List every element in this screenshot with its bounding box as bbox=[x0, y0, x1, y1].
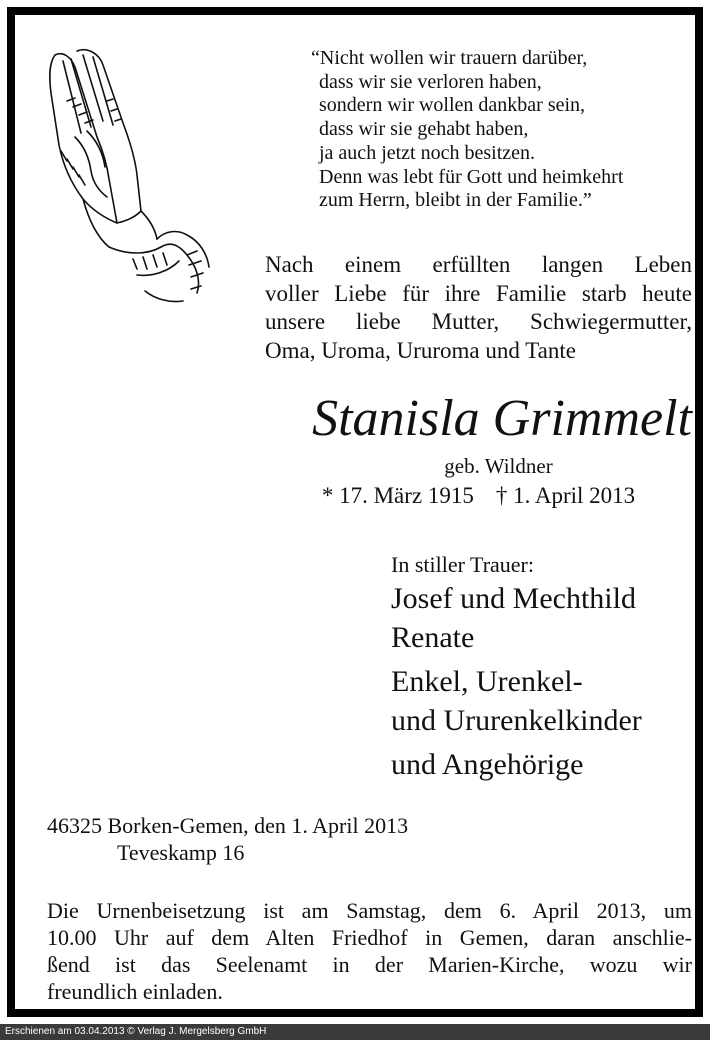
birth-name: geb. Wildner bbox=[444, 454, 553, 478]
poem-line: dass wir sie gehabt haben, bbox=[319, 118, 529, 141]
poem-line: “Nicht wollen wir trauern darüber, bbox=[311, 47, 588, 69]
notice-line: freundlich einladen. bbox=[47, 979, 223, 1004]
intro-text bbox=[265, 251, 692, 365]
obituary-frame bbox=[7, 7, 703, 1017]
death-date: † 1. April 2013 bbox=[495, 483, 636, 508]
place-date: 46325 Borken-Gemen, den 1. April 2013 bbox=[47, 813, 409, 838]
funeral-notice bbox=[47, 897, 692, 1005]
poem-line: sondern wir wollen dankbar sein, bbox=[319, 94, 586, 117]
intro-line: unsere liebe Mutter, Schwiegermutter, bbox=[265, 309, 692, 334]
publication-footer: Erschienen am 03.04.2013 © Verlag J. Mergelsberg GmbH bbox=[0, 1024, 710, 1040]
street-address: Teveskamp 16 bbox=[117, 840, 245, 865]
intro-line: voller Liebe für ihre Familie starb heute bbox=[265, 280, 692, 306]
deceased-name: Stanisla Grimmelt bbox=[312, 390, 692, 447]
intro-line: Oma, Uroma, Ururoma und Tante bbox=[265, 337, 576, 363]
mourner-line: Renate bbox=[391, 621, 475, 654]
mourner-line: und Angehörige bbox=[391, 748, 584, 781]
mourner-line: Enkel, Urenkel- bbox=[391, 665, 583, 698]
mourners-label: In stiller Trauer: bbox=[391, 552, 534, 577]
poem-line: Denn was lebt für Gott und heimkehrt bbox=[319, 165, 624, 188]
notice-line: 10.00 Uhr auf dem Alten Friedhof in Gemen, daran anschlie- bbox=[47, 925, 692, 950]
praying-hands-icon bbox=[37, 41, 227, 311]
poem-line: zum Herrn, bleibt in der Familie.” bbox=[319, 189, 592, 212]
life-dates bbox=[265, 481, 692, 511]
intro-line: Nach einem erfüllten langen Leben bbox=[265, 252, 692, 277]
poem-quote bbox=[311, 47, 701, 213]
address-block bbox=[47, 812, 667, 866]
poem-line: dass wir sie verloren haben, bbox=[319, 70, 542, 93]
poem-line: ja auch jetzt noch besitzen. bbox=[319, 141, 536, 164]
notice-line: ßend ist das Seelenamt in der Marien-Kirche, wozu wir bbox=[47, 952, 692, 977]
mourners-block bbox=[391, 551, 701, 784]
notice-line: Die Urnenbeisetzung ist am Samstag, dem 6. April 2013, um bbox=[47, 898, 692, 923]
mourner-line: Josef und Mechthild bbox=[391, 582, 636, 615]
mourner-line: und Ururenkelkinder bbox=[391, 704, 642, 737]
birth-date: * 17. März 1915 bbox=[321, 483, 474, 508]
